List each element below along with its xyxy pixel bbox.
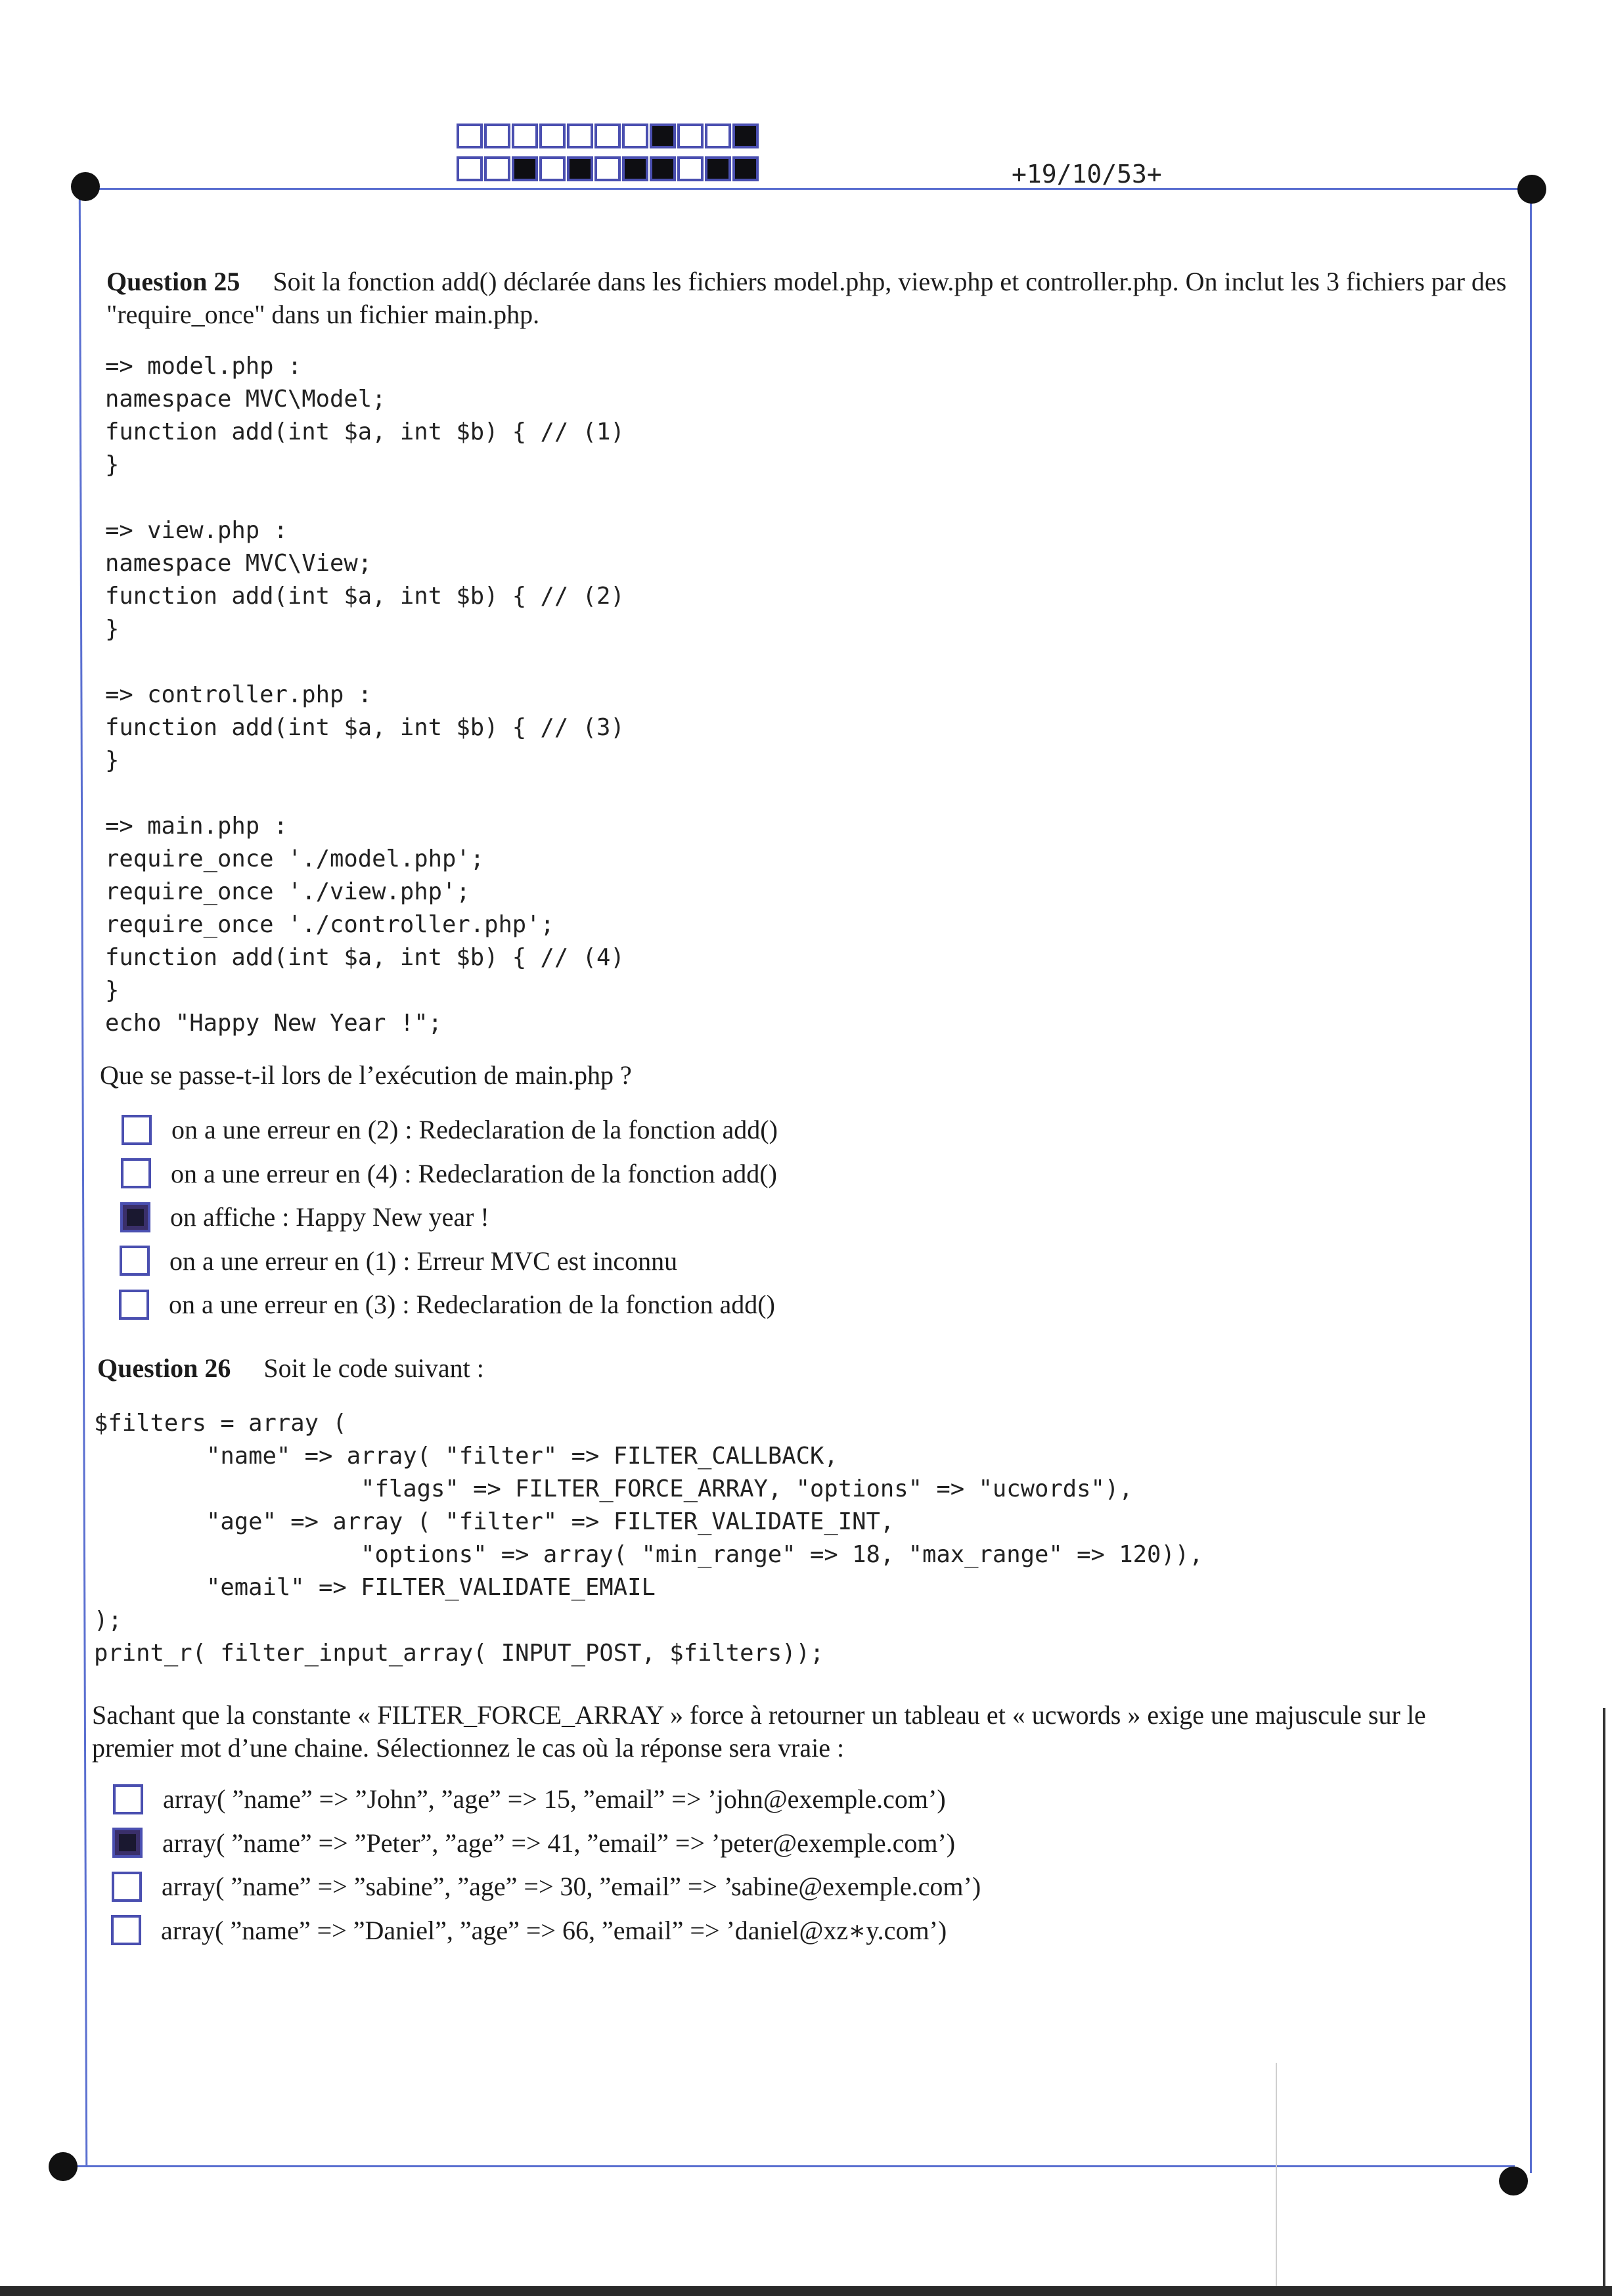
- code-box-filled: [512, 156, 538, 181]
- code-box-empty: [677, 124, 704, 148]
- code-box-filled: [650, 124, 676, 148]
- answer-label: on affiche : Happy New year !: [170, 1202, 489, 1232]
- question-26: [97, 1352, 1510, 1385]
- answer-label: on a une erreur en (1) : Erreur MVC est inconnu: [169, 1246, 678, 1276]
- checkbox-checked[interactable]: [120, 1202, 150, 1232]
- code-box-filled: [622, 156, 648, 181]
- checkbox-checked[interactable]: [112, 1828, 143, 1858]
- code-line: "age" => array ( "filter" => FILTER_VALIDATE_INT,: [94, 1508, 895, 1535]
- checkbox[interactable]: [122, 1115, 152, 1145]
- code-line: }: [105, 616, 120, 642]
- answer-label: array( ”name” => ”Peter”, ”age” => 41, ”email” => ’peter@exemple.com’): [162, 1828, 956, 1858]
- question-statement: Soit la fonction add() déclarée dans les fichiers model.php, view.php et controller.php. On inclut les 3 fichiers par des "require_once" dans un fichier main.php.: [106, 267, 1507, 329]
- frame-left-line: [79, 189, 87, 2165]
- page-id: +19/10/53+: [1012, 160, 1162, 189]
- code-box-filled: [705, 156, 731, 181]
- code-line: => controller.php :: [105, 681, 372, 708]
- question-prompt: Sachant que la constante « FILTER_FORCE_ARRAY » force à retourner un tableau et « ucwords » exige une majuscule sur le premier mot d’une chaine. Sélectionnez le cas où la réponse sera vraie :: [92, 1700, 1426, 1763]
- checkbox[interactable]: [112, 1872, 142, 1902]
- answer-option[interactable]: [120, 1246, 677, 1276]
- frame-right-line: [1530, 189, 1532, 2173]
- question-statement: Soit le code suivant :: [263, 1353, 484, 1383]
- answer-option[interactable]: [112, 1828, 955, 1858]
- question-title: Question 25: [106, 267, 240, 296]
- code-box-empty: [622, 124, 648, 148]
- code-block-q26: [94, 1407, 1203, 1670]
- frame-top-line: [84, 188, 1532, 190]
- code-box-filled: [732, 124, 759, 148]
- code-box-filled: [567, 156, 593, 181]
- code-line: [105, 646, 625, 679]
- answer-option[interactable]: [112, 1871, 981, 1902]
- code-box-empty: [457, 124, 483, 148]
- code-line: "options" => array( "min_range" => 18, "max_range" => 120)),: [94, 1541, 1203, 1568]
- frame-bottom-line: [64, 2165, 1515, 2167]
- code-box-empty: [539, 156, 566, 181]
- code-line: [105, 482, 625, 514]
- code-box-filled: [650, 156, 676, 181]
- code-line: "flags" => FILTER_FORCE_ARRAY, "options" => "ucwords"),: [94, 1475, 1133, 1502]
- id-code-row-top: [457, 124, 760, 148]
- code-block-q25: [105, 350, 625, 1040]
- corner-marker-top-right: [1517, 175, 1546, 204]
- code-box-empty: [677, 156, 704, 181]
- code-line: print_r( filter_input_array( INPUT_POST, $filters));: [94, 1640, 824, 1667]
- code-line: }: [105, 977, 120, 1004]
- answer-option[interactable]: [119, 1289, 775, 1320]
- answer-label: on a une erreur en (2) : Redeclaration de la fonction add(): [171, 1115, 778, 1144]
- checkbox[interactable]: [111, 1915, 141, 1945]
- scan-mark: [1276, 2063, 1277, 2296]
- code-line: }: [105, 747, 120, 774]
- answer-option[interactable]: [122, 1114, 778, 1145]
- code-box-filled: [732, 156, 759, 181]
- code-line: require_once './model.php';: [105, 845, 485, 872]
- checkbox[interactable]: [120, 1246, 150, 1276]
- answer-option[interactable]: [121, 1158, 777, 1189]
- code-line: }: [105, 451, 120, 478]
- corner-marker-top-left: [71, 172, 100, 201]
- checkbox[interactable]: [119, 1290, 149, 1320]
- code-box-empty: [594, 156, 621, 181]
- answer-option[interactable]: [120, 1202, 489, 1232]
- code-box-empty: [567, 124, 593, 148]
- code-box-empty: [512, 124, 538, 148]
- checkbox[interactable]: [121, 1158, 151, 1188]
- corner-marker-bottom-left: [49, 2152, 78, 2181]
- question-25: [106, 265, 1512, 331]
- code-line: function add(int $a, int $b) { // (3): [105, 714, 625, 741]
- code-box-empty: [484, 124, 510, 148]
- code-line: namespace MVC\Model;: [105, 386, 386, 413]
- code-box-empty: [484, 156, 510, 181]
- checkbox[interactable]: [113, 1784, 143, 1814]
- code-line: => model.php :: [105, 353, 302, 380]
- corner-marker-bottom-right: [1499, 2167, 1528, 2195]
- code-line: [105, 777, 625, 810]
- code-line: $filters = array (: [94, 1410, 347, 1437]
- code-line: "name" => array( "filter" => FILTER_CALLBACK,: [94, 1443, 838, 1470]
- code-box-empty: [594, 124, 621, 148]
- code-line: "email" => FILTER_VALIDATE_EMAIL: [94, 1574, 656, 1601]
- code-line: function add(int $a, int $b) { // (1): [105, 418, 625, 445]
- code-line: => main.php :: [105, 813, 288, 840]
- code-box-empty: [539, 124, 566, 148]
- code-line: namespace MVC\View;: [105, 550, 372, 577]
- code-line: require_once './view.php';: [105, 878, 470, 905]
- code-line: require_once './controller.php';: [105, 911, 554, 938]
- code-line: => view.php :: [105, 517, 288, 544]
- answer-option[interactable]: [113, 1784, 946, 1814]
- answer-label: array( ”name” => ”John”, ”age” => 15, ”email” => ’john@exemple.com’): [163, 1784, 946, 1814]
- code-line: function add(int $a, int $b) { // (4): [105, 944, 625, 971]
- id-code-row-bottom: [457, 156, 760, 181]
- scan-mark: [1603, 1708, 1605, 2296]
- scan-mark: [0, 2286, 1612, 2296]
- question-prompt: Que se passe-t-il lors de l’exécution de main.php ?: [100, 1060, 632, 1090]
- answer-label: array( ”name” => ”sabine”, ”age” => 30, ”email” => ’sabine@exemple.com’): [162, 1872, 981, 1901]
- answer-option[interactable]: [111, 1915, 947, 1946]
- answer-label: array( ”name” => ”Daniel”, ”age” => 66, ”email” => ’daniel@xz∗y.com’): [161, 1915, 947, 1945]
- code-line: );: [94, 1607, 122, 1634]
- answer-label: on a une erreur en (3) : Redeclaration de la fonction add(): [169, 1290, 775, 1319]
- code-line: function add(int $a, int $b) { // (2): [105, 583, 625, 610]
- code-box-empty: [457, 156, 483, 181]
- answer-label: on a une erreur en (4) : Redeclaration de la fonction add(): [171, 1158, 777, 1188]
- code-box-empty: [705, 124, 731, 148]
- code-line: echo "Happy New Year !";: [105, 1010, 442, 1037]
- question-title: Question 26: [97, 1353, 231, 1383]
